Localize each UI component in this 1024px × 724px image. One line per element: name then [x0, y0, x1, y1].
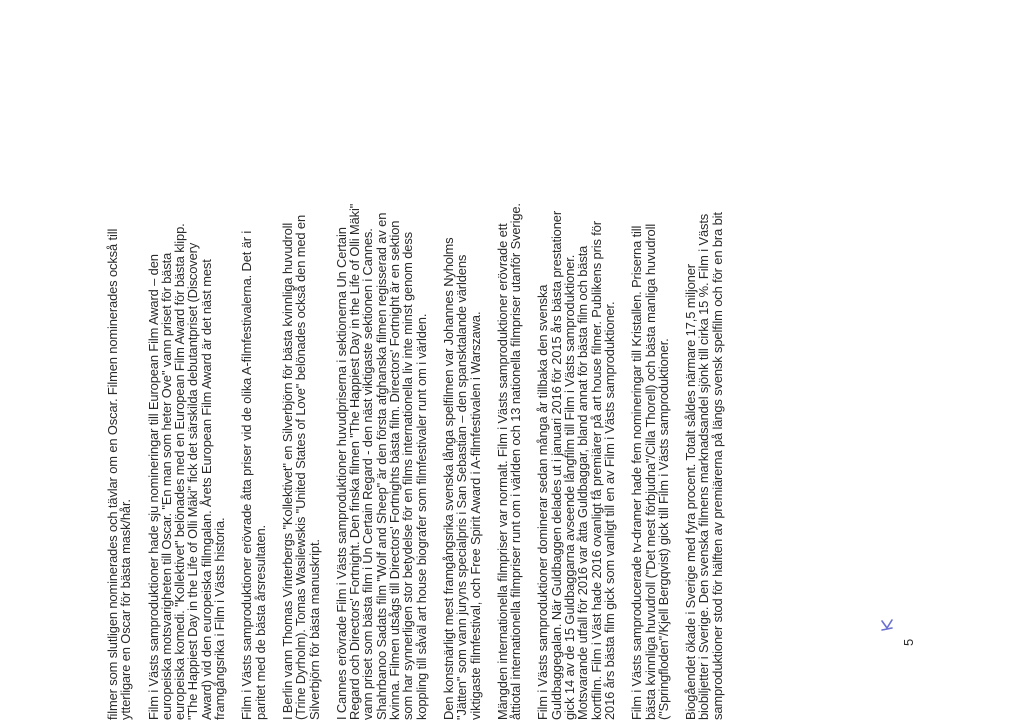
paragraph-guldbaggen: Film i Västs samproduktioner dominerar sedan många år tillbaka den svenska Guldbaggegalan. När Guldbaggen delades ut i januari 2016 för 2015 års bästa prestationer gick 14 av de 15 Guldbaggarna avseende långfilm till Film i Västs samproduktioner. Motsvarande utfall för 2016 var åtta Guldbaggar, bland annat för bästa film och bästa kortfilm. Film i Väst hade 2016 ovanligt få premiärer på art house filmer. Publikens pris för 2016 års bästa film gick som vanligt till en av Film i Västs samproduktioner. [535, 210, 617, 720]
paragraph-a-festivals: Film i Västs samproduktioner erövrade åtta priser vid de olika A-filmfestivalerna. Det är i paritet med de bästa årsresultaten. [239, 230, 268, 720]
page-number: 5 [901, 638, 916, 646]
pen-check-mark-icon [880, 618, 894, 632]
paragraph-cannes: I Cannes erövrade Film i Västs samproduktioner huvudpriserna i sektionerna Un Certain Regard och Directors' Fortnight. Den finska filmen "The Happiest Day in the Life of Olli Mäki" vann priset som bästa film i Un Certain Regard - den näst viktigaste sektionen i Cannes. Shahrbanoo Sadats film "Wolf and Sheep" är den första afghanska filmen regisserad av en kvinna. Filmen utsågs till Directors' Fortnights bästa film. Directors' Fortnight är en sektion som har synnerligen stor betydelse för en films internationella liv inte minst genom dess koppling till såväl art house biografer som filmfestivaler runt om i världen. [333, 203, 429, 720]
paragraph-oscar-continued: filmer som slutligen nominerades och tävlar om en Oscar. Filmen nominerades också till ytterligare en Oscar för bästa mask/hår. [105, 228, 134, 720]
paragraph-jatten: Den konstnärligt mest framgångsrika svenska långa spelfilmen var Johannes Nyholms "Jätten" som vann juryns specialpris i San Sebastian – den spansktalande världens viktigaste filmfestival, och Free Spirit Award i A-filmfestivalen i Warszawa. [440, 237, 483, 720]
paragraph-berlin: I Berlin vann Thomas Vinterbergs "Kollektivet" en Silverbjörn för bästa kvinnliga huvudroll (Trine Dyrholm). Tomas Wasilewskis "United States of Love" belönades också den med en Silverbjörn för bästa manuskript. [279, 214, 322, 720]
paragraph-kristallen: Film i Västs samproducerade tv-dramer hade fem nomineringar till Kristallen. Priserna till bästa kvinnliga huvudroll ("Det mest förbjudna"/Cilla Thorell) och bästa manliga huvudroll ("Springfloden"/Kjell Bergqvist) gick till Film i Västs samproduktioner. [629, 223, 671, 720]
paragraph-european-film-award: Film i Västs samproduktioner hade sju nomineringar till European Film Award – den europeiska motsvarigheten till Oscar. "En man som heter Ove" vann priset för bästa europeiska komedi. "Kollektivet" belönades med en European Film Award för bästa klipp. "The Happiest Day in the Life of Olli Mäki" fick det särskilda debutantpriset (Discovery Award) vid den europeiska fillmgalan. Årets European Film Award är det näst mest framgångsrika i Film i Västs historia. [145, 223, 228, 720]
paragraph-cinema-attendance: Biogåendet ökade i Sverige med fyra procent. Totalt såldes närmare 17,5 miljoner biobiljetter i Sverige. Den svenska filmens marknadsandel sjönk till cirka 15 %. Film i Västs samproduktioner stod för hälften av premiärerna på längs svensk spelfilm och för en bra bit [683, 212, 725, 720]
paragraph-international-prizes: Mängden internationella filmpriser var normalt. Film i Västs samproduktioner erövrade ett åttiotal internationella filmpriser runt om i världen och 13 nationella filmpriser utanför Sverige. [494, 203, 524, 720]
body-text [106, 4, 738, 720]
